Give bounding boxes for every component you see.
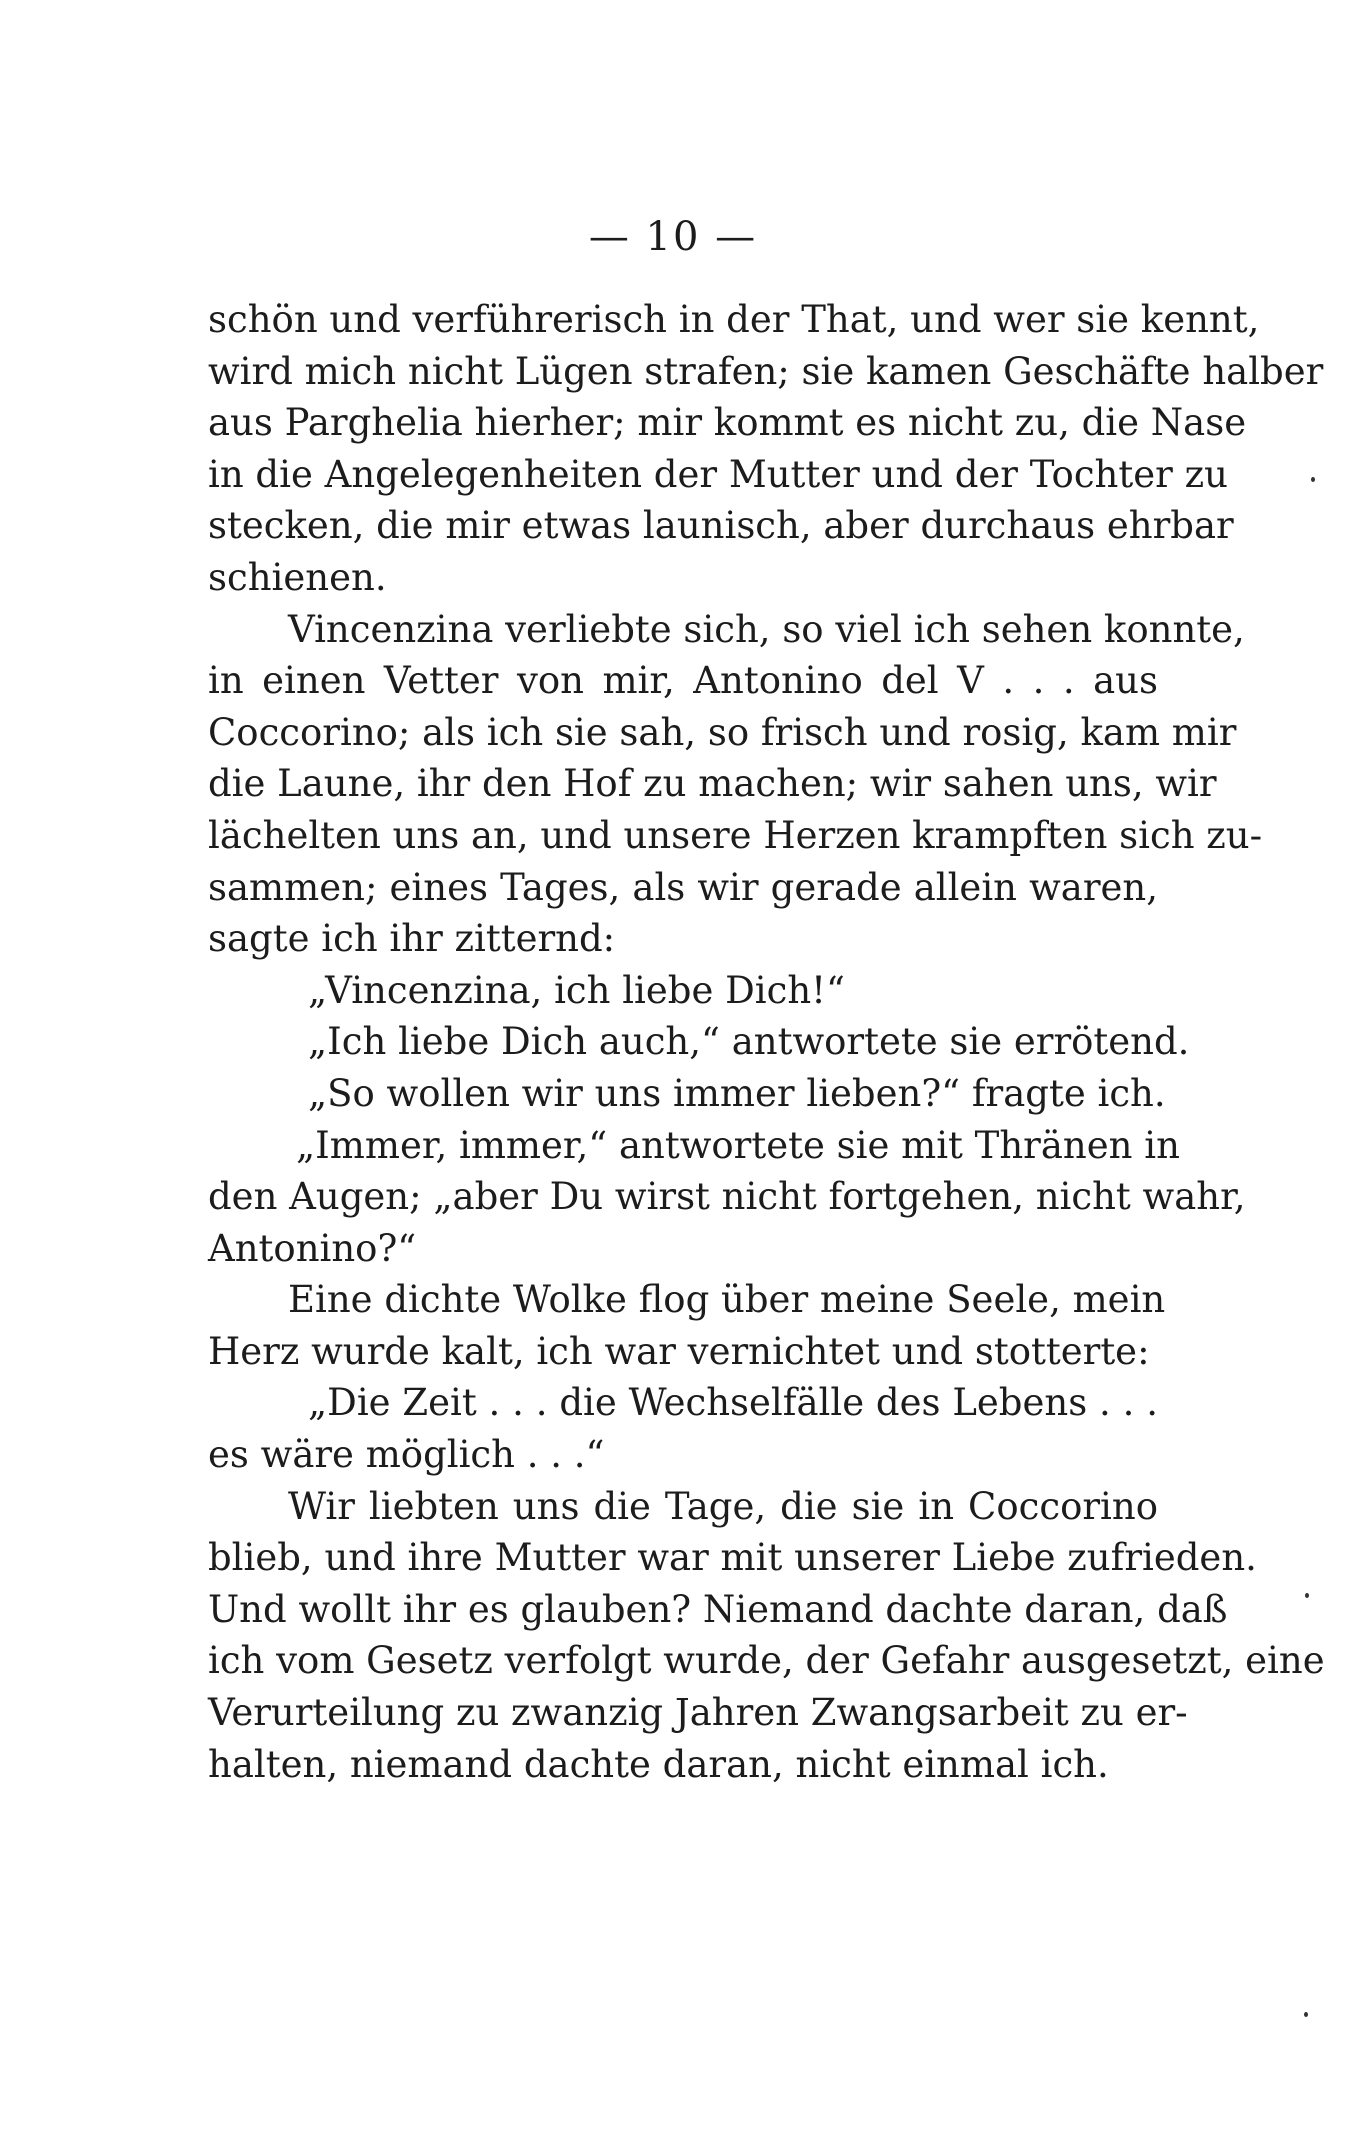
text-line: schienen.: [208, 555, 387, 599]
text-line: Vincenzina verliebte sich, so viel ich sehen konnte,: [288, 607, 1245, 651]
text-line: halten, niemand dachte daran, nicht einmal ich.: [208, 1742, 1109, 1786]
text-line: aus Parghelia hierher; mir kommt es nicht zu, die Nase: [208, 401, 1247, 445]
text-line: lächelten uns an, und unsere Herzen krampften sich zu-: [208, 813, 1263, 857]
print-speck: [1304, 2012, 1308, 2017]
text-line: sammen; eines Tages, als wir gerade allein waren,: [208, 865, 1158, 909]
body-text: [208, 294, 1325, 1790]
text-line: ich vom Gesetz verfolgt wurde, der Gefahr ausgesetzt, eine: [208, 1639, 1325, 1683]
text-line: Antonino?“: [208, 1226, 417, 1270]
print-speck: [1311, 477, 1315, 482]
text-line: „Vincenzina, ich liebe Dich!“: [308, 968, 845, 1012]
page-number: — 10 —: [588, 214, 758, 260]
text-line: blieb, und ihre Mutter war mit unserer Liebe zufrieden.: [208, 1536, 1257, 1580]
text-line: es wäre möglich . . .“: [208, 1433, 605, 1477]
text-line: sagte ich ihr zitternd:: [208, 917, 616, 961]
text-line: Coccorino; als ich sie sah, so frisch und rosig, kam mir: [208, 710, 1237, 754]
text-line: „Die Zeit . . . die Wechselfälle des Lebens . . .: [308, 1381, 1158, 1425]
text-line: in die Angelegenheiten der Mutter und der Tochter zu: [208, 452, 1228, 496]
text-line: Herz wurde kalt, ich war vernichtet und stotterte:: [208, 1329, 1150, 1373]
text-line: Wir liebten uns die Tage, die sie in Coccorino: [288, 1484, 1158, 1528]
text-line: schön und verführerisch in der That, und wer sie kennt,: [208, 298, 1260, 341]
text-line: „Immer, immer,“ antwortete sie mit Thränen in: [296, 1123, 1180, 1167]
print-speck: [1305, 1593, 1309, 1598]
text-line: „So wollen wir uns immer lieben?“ fragte ich.: [308, 1071, 1166, 1115]
text-line: stecken, die mir etwas launisch, aber durchaus ehrbar: [208, 504, 1234, 548]
text-line: die Laune, ihr den Hof zu machen; wir sahen uns, wir: [208, 762, 1217, 806]
text-line: Und wollt ihr es glauben? Niemand dachte daran, daß: [208, 1587, 1228, 1631]
text-line: Eine dichte Wolke flog über meine Seele, mein: [288, 1278, 1166, 1322]
text-line: in einen Vetter von mir, Antonino del V . . . aus: [208, 659, 1158, 703]
text-line: Verurteilung zu zwanzig Jahren Zwangsarbeit zu er-: [208, 1691, 1188, 1735]
text-line: „Ich liebe Dich auch,“ antwortete sie errötend.: [308, 1020, 1190, 1064]
text-line: den Augen; „aber Du wirst nicht fortgehen, nicht wahr,: [208, 1175, 1246, 1219]
text-line: wird mich nicht Lügen strafen; sie kamen Geschäfte halber: [208, 349, 1324, 393]
